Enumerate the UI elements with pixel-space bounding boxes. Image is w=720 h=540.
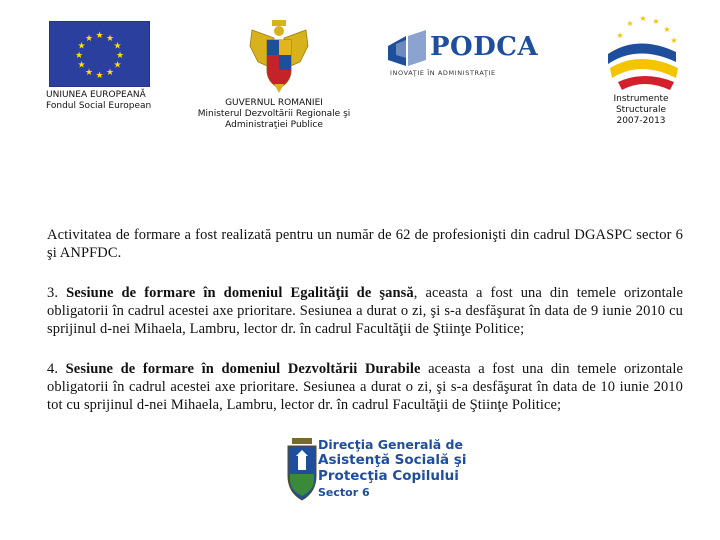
eu-flag-logo — [49, 21, 150, 87]
svg-text:★: ★ — [652, 17, 660, 26]
svg-text:★: ★ — [84, 68, 94, 78]
instrumente-caption-line1: Instrumente — [613, 94, 669, 104]
session-4-title: Sesiune de formare în domeniul Dezvoltării Durabile — [65, 361, 421, 377]
podca-emblem-icon — [388, 30, 430, 70]
intro-paragraph: Activitatea de formare a fost realizată pentru un număr de 62 de profesionişti din cadrul DGASPC sector 6 şi ANPFDC. — [47, 227, 683, 261]
svg-text:★: ★ — [84, 34, 94, 44]
session-3-text: , aceasta a fost una din temele orizontale obligatorii în cadrul acestei axe prioritare. Sesiunea a durat o zi, şi s-a desfăşurat în data de 9 iunie 2010 cu sprijinul d-nei Mihaela, Lambru, lector dr. în cadrul Facultăţii de Ştiinţe Politice; — [47, 285, 683, 337]
eu-caption-line2: Fondul Social European — [46, 101, 152, 111]
svg-text:★: ★ — [639, 14, 647, 23]
svg-text:★: ★ — [616, 31, 624, 40]
dgaspc-line1: Direcţia Generală de — [318, 437, 463, 452]
eu-caption-line1: UNIUNEA EUROPEANĂ — [46, 90, 146, 100]
government-caption-line2: Ministerul Dezvoltării Regionale şi — [197, 109, 351, 119]
svg-text:★: ★ — [74, 51, 84, 61]
dgaspc-line4: Sector 6 — [318, 486, 370, 499]
dgaspc-logo — [284, 436, 467, 506]
instrumente-caption-line3: 2007-2013 — [616, 116, 666, 126]
svg-text:★: ★ — [95, 31, 104, 41]
svg-text:★: ★ — [113, 41, 122, 52]
svg-text:★: ★ — [670, 36, 678, 45]
svg-text:★: ★ — [77, 41, 86, 52]
podca-name: PODCA — [430, 32, 539, 62]
svg-text:★: ★ — [105, 68, 115, 78]
session-4-number: 4. — [47, 361, 66, 377]
svg-text:★: ★ — [77, 60, 86, 71]
eu-caption — [46, 90, 176, 112]
session-3-title: Sesiune de formare în domeniul Egalităţii de şansă — [66, 285, 414, 301]
dgaspc-emblem-icon — [284, 436, 320, 504]
svg-text:★: ★ — [105, 34, 115, 44]
government-caption-line1: GUVERNUL ROMANIEI — [225, 98, 323, 108]
svg-text:★: ★ — [663, 25, 671, 34]
instrumente-caption — [603, 94, 679, 127]
coat-of-arms-logo — [248, 18, 310, 94]
podca-tagline: INOVAŢIE ÎN ADMINISTRAŢIE — [390, 69, 496, 77]
svg-text:★: ★ — [115, 51, 125, 61]
instrumente-structurale-logo — [598, 12, 683, 92]
session-4-text: aceasta a fost una din temele orizontale obligatorii în cadrul acestei axe prioritare. Sesiunea a durat o zi, şi s-a desfăşurat în data de 10 iunie 2010 tot cu sprijinul d-nei Mihaela, Lambru, lector dr. în cadrul Facultăţii de Ştiinţe Politice; — [47, 361, 683, 413]
session-4-paragraph — [47, 360, 683, 414]
government-caption — [183, 98, 365, 131]
session-3-paragraph — [47, 284, 683, 338]
svg-text:★: ★ — [113, 60, 122, 71]
svg-text:★: ★ — [626, 19, 634, 28]
session-3-number: 3. — [47, 285, 67, 301]
svg-text:★: ★ — [95, 71, 104, 81]
instrumente-caption-line2: Structurale — [615, 105, 667, 115]
dgaspc-line2: Asistenţă Socială şi — [318, 452, 467, 468]
government-caption-line3: Administraţiei Publice — [225, 120, 323, 130]
podca-logo — [388, 30, 543, 80]
dgaspc-line3: Protecţia Copilului — [318, 468, 459, 484]
